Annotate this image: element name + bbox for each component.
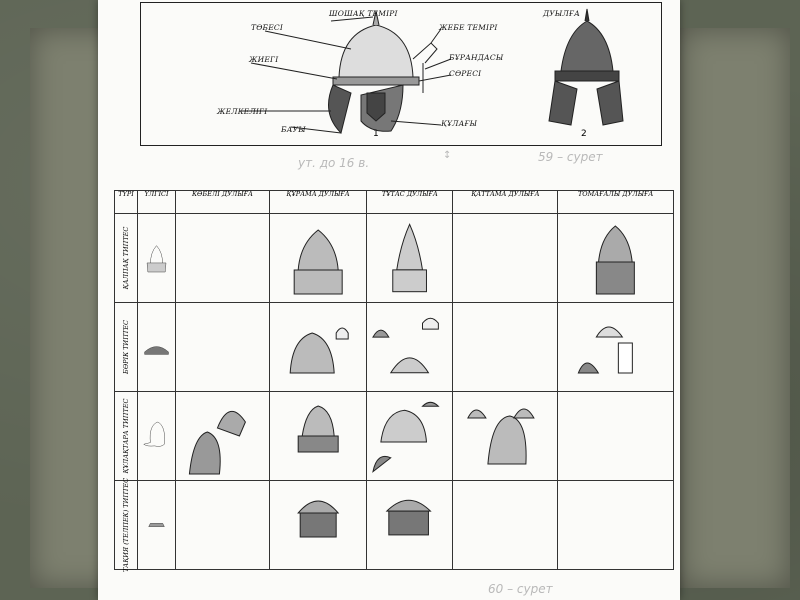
cell-helmet-drawing [367, 214, 453, 303]
header-col-0: ҮЛГІСІ [138, 191, 176, 214]
header-corner: ТҮРІ [115, 191, 138, 214]
header-col-4: ҚАТТАМА ДУЛЫҒА [453, 191, 558, 214]
cell-helmet-drawing [269, 303, 366, 392]
cell-helmet-drawing [367, 392, 453, 481]
label-bauy: БАУЫ [281, 125, 306, 134]
cell-empty [558, 481, 674, 570]
label-zhiegi: ЖИЕГІ [249, 55, 279, 64]
row-head-0: ҚАЛПАҚ ТИПТЕС [115, 214, 138, 303]
helmet-diagram-frame [140, 2, 662, 146]
cell-helmet-drawing [269, 392, 366, 481]
cell-helmet-drawing [453, 392, 558, 481]
helmet-typology-table [114, 190, 674, 573]
cell-empty [453, 214, 558, 303]
label-tobesi: ТӨБЕСІ [251, 23, 284, 32]
cell-shape-sketch [138, 303, 176, 392]
cell-empty [453, 481, 558, 570]
helmet-diagram [141, 3, 661, 145]
scanned-page [98, 0, 680, 600]
label-zhelkeligi: ЖЕЛКЕЛІГІ [217, 107, 268, 116]
cell-helmet-drawing [558, 303, 674, 392]
cell-helmet-drawing [367, 303, 453, 392]
handwritten-note-left: ут. до 16 в. [298, 156, 370, 170]
figure-number-1: 1 [373, 129, 379, 139]
cell-empty [558, 392, 674, 481]
cell-shape-sketch [138, 214, 176, 303]
cell-helmet-drawing [558, 214, 674, 303]
table-row [115, 392, 674, 481]
table-row [115, 481, 674, 570]
cell-empty [176, 303, 270, 392]
label-shoshak: ШОШАҚ ТЕМІРІ [329, 9, 398, 18]
handwritten-figure-59: 59 – сурет [538, 150, 603, 164]
right-backdrop-panel [680, 28, 790, 588]
header-col-3: ТҰТАС ДУЛЫҒА [367, 191, 453, 214]
cell-empty [176, 481, 270, 570]
cell-shape-sketch [138, 481, 176, 570]
header-col-5: ТОМАҒАЛЫ ДУЛЫҒА [558, 191, 674, 214]
header-col-2: ҚҰРАМА ДУЛЫҒА [269, 191, 366, 214]
cell-helmet-drawing [176, 392, 270, 481]
cell-empty [453, 303, 558, 392]
figure-number-2: 2 [581, 129, 587, 139]
cell-helmet-drawing [367, 481, 453, 570]
label-kulagy: ҚҰЛАҒЫ [441, 119, 478, 128]
table-row [115, 214, 674, 303]
handwritten-figure-60: 60 – сурет [488, 582, 553, 596]
label-dulyga: ДУЫЛҒА [543, 9, 581, 18]
table-header-row [115, 191, 674, 214]
label-soresi: СӨРЕСІ [449, 69, 482, 78]
cell-helmet-drawing [269, 214, 366, 303]
cell-helmet-drawing [269, 481, 366, 570]
header-col-1: КӨБЕЛІ ДУЛЫҒА [176, 191, 270, 214]
label-zhebe: ЖЕБЕ ТЕМІРІ [439, 23, 498, 32]
handwritten-arrow: ↕ [443, 150, 452, 161]
row-head-3: ТАҚИЯ (ТЕЛПЕК) ТИПТЕС [115, 481, 138, 570]
cell-empty [176, 214, 270, 303]
row-head-1: БӨРІК ТИПТЕС [115, 303, 138, 392]
table-row [115, 303, 674, 392]
row-head-2: ҚҰЛАҚТАРА ТИПТЕС [115, 392, 138, 481]
cell-shape-sketch [138, 392, 176, 481]
label-burandasy: БҰРАНДАСЫ [449, 53, 504, 62]
